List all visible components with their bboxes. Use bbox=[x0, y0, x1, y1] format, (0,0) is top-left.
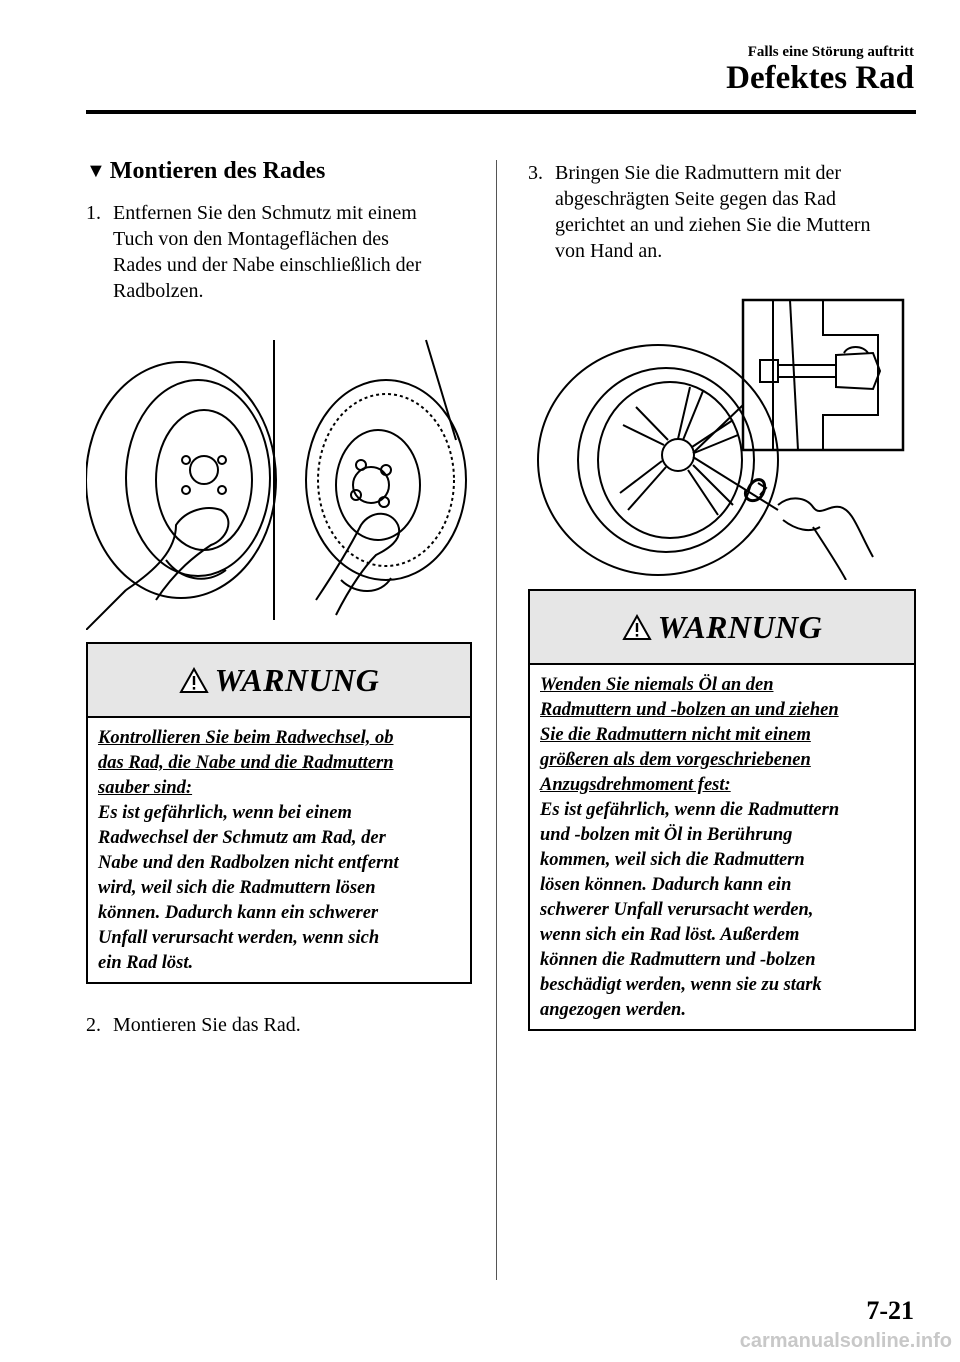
step-2 bbox=[86, 1012, 486, 1042]
warning-line: können die Radmuttern und -bolzen bbox=[540, 950, 816, 970]
step-text bbox=[113, 1012, 301, 1038]
section-title-text: Montieren des Rades bbox=[109, 158, 326, 184]
warning-text bbox=[530, 665, 914, 1023]
warning-line: kommen, weil sich die Radmuttern bbox=[540, 850, 805, 870]
chapter-title: Falls eine Störung auftritt bbox=[747, 44, 914, 60]
step-line: Entfernen Sie den Schmutz mit einem bbox=[113, 202, 417, 224]
step-line: gerichtet an und ziehen Sie die Muttern bbox=[555, 214, 871, 236]
step-text bbox=[113, 200, 421, 304]
warning-line: lösen können. Dadurch kann ein bbox=[540, 875, 792, 895]
warning-header bbox=[88, 644, 470, 718]
step-number: 3. bbox=[528, 162, 543, 184]
warning-condition-line: größeren als dem vorgeschriebenen bbox=[540, 750, 811, 770]
step-line: Tuch von den Montageflächen des bbox=[113, 228, 389, 250]
warning-line: beschädigt werden, wenn sie zu stark bbox=[540, 975, 822, 995]
header-divider bbox=[86, 110, 916, 114]
step-3 bbox=[528, 160, 928, 270]
warning-triangle-icon bbox=[622, 614, 652, 641]
warning-line: Unfall verursacht werden, wenn sich bbox=[98, 928, 380, 948]
step-number: 1. bbox=[86, 202, 101, 224]
column-divider bbox=[496, 160, 497, 1280]
step-line: Radbolzen. bbox=[113, 280, 204, 302]
warning-line: Es ist gefährlich, wenn bei einem bbox=[98, 803, 352, 823]
warning-condition-line: Kontrollieren Sie beim Radwechsel, ob bbox=[98, 728, 394, 748]
warning-title: WARNUNG bbox=[214, 661, 380, 698]
warning-title: WARNUNG bbox=[657, 608, 823, 645]
warning-line: schwerer Unfall verursacht werden, bbox=[540, 900, 814, 920]
warning-line: ein Rad löst. bbox=[98, 953, 194, 973]
step-line: Bringen Sie die Radmuttern mit der bbox=[555, 162, 842, 184]
warning-line: Nabe und den Radbolzen nicht entfernt bbox=[98, 853, 399, 873]
warning-line: angezogen werden. bbox=[540, 1000, 686, 1020]
warning-condition-line: sauber sind: bbox=[98, 778, 193, 798]
step-line: abgeschrägten Seite gegen das Rad bbox=[555, 188, 837, 210]
step-1 bbox=[86, 200, 486, 310]
step-line: von Hand an. bbox=[555, 240, 663, 262]
warning-condition-line: das Rad, die Nabe und die Radmuttern bbox=[98, 753, 394, 773]
lug-nut-illustration bbox=[528, 295, 908, 580]
warning-box-1 bbox=[86, 642, 472, 984]
warning-line: Es ist gefährlich, wenn die Radmuttern bbox=[540, 800, 840, 820]
warning-line: können. Dadurch kann ein schwerer bbox=[98, 903, 379, 923]
warning-line: und -bolzen mit Öl in Berührung bbox=[540, 825, 793, 845]
warning-line: Radwechsel der Schmutz am Rad, der bbox=[98, 828, 386, 848]
warning-condition-line: Anzugsdrehmoment fest: bbox=[540, 775, 731, 795]
warning-condition-line: Radmuttern und -bolzen an und ziehen bbox=[540, 700, 839, 720]
section-title bbox=[86, 158, 325, 185]
warning-line: wird, weil sich die Radmuttern lösen bbox=[98, 878, 376, 898]
wheel-cleaning-illustration bbox=[86, 330, 472, 630]
warning-header bbox=[530, 591, 914, 665]
warning-condition-line: Sie die Radmuttern nicht mit einem bbox=[540, 725, 811, 745]
footer-watermark: carmanualsonline.info bbox=[739, 1330, 952, 1352]
step-line: Rades und der Nabe einschließlich der bbox=[113, 254, 422, 276]
step-line: Montieren Sie das Rad. bbox=[113, 1014, 301, 1036]
warning-text bbox=[88, 718, 470, 976]
page-number: 7-21 bbox=[866, 1296, 914, 1325]
warning-line: wenn sich ein Rad löst. Außerdem bbox=[540, 925, 800, 945]
step-text bbox=[555, 160, 870, 264]
warning-box-2 bbox=[528, 589, 916, 1031]
page-title: Defektes Rad bbox=[726, 60, 914, 96]
triangle-down-icon: ▼ bbox=[86, 160, 106, 182]
step-number: 2. bbox=[86, 1014, 101, 1036]
warning-triangle-icon bbox=[179, 667, 209, 694]
warning-condition-line: Wenden Sie niemals Öl an den bbox=[540, 675, 774, 695]
